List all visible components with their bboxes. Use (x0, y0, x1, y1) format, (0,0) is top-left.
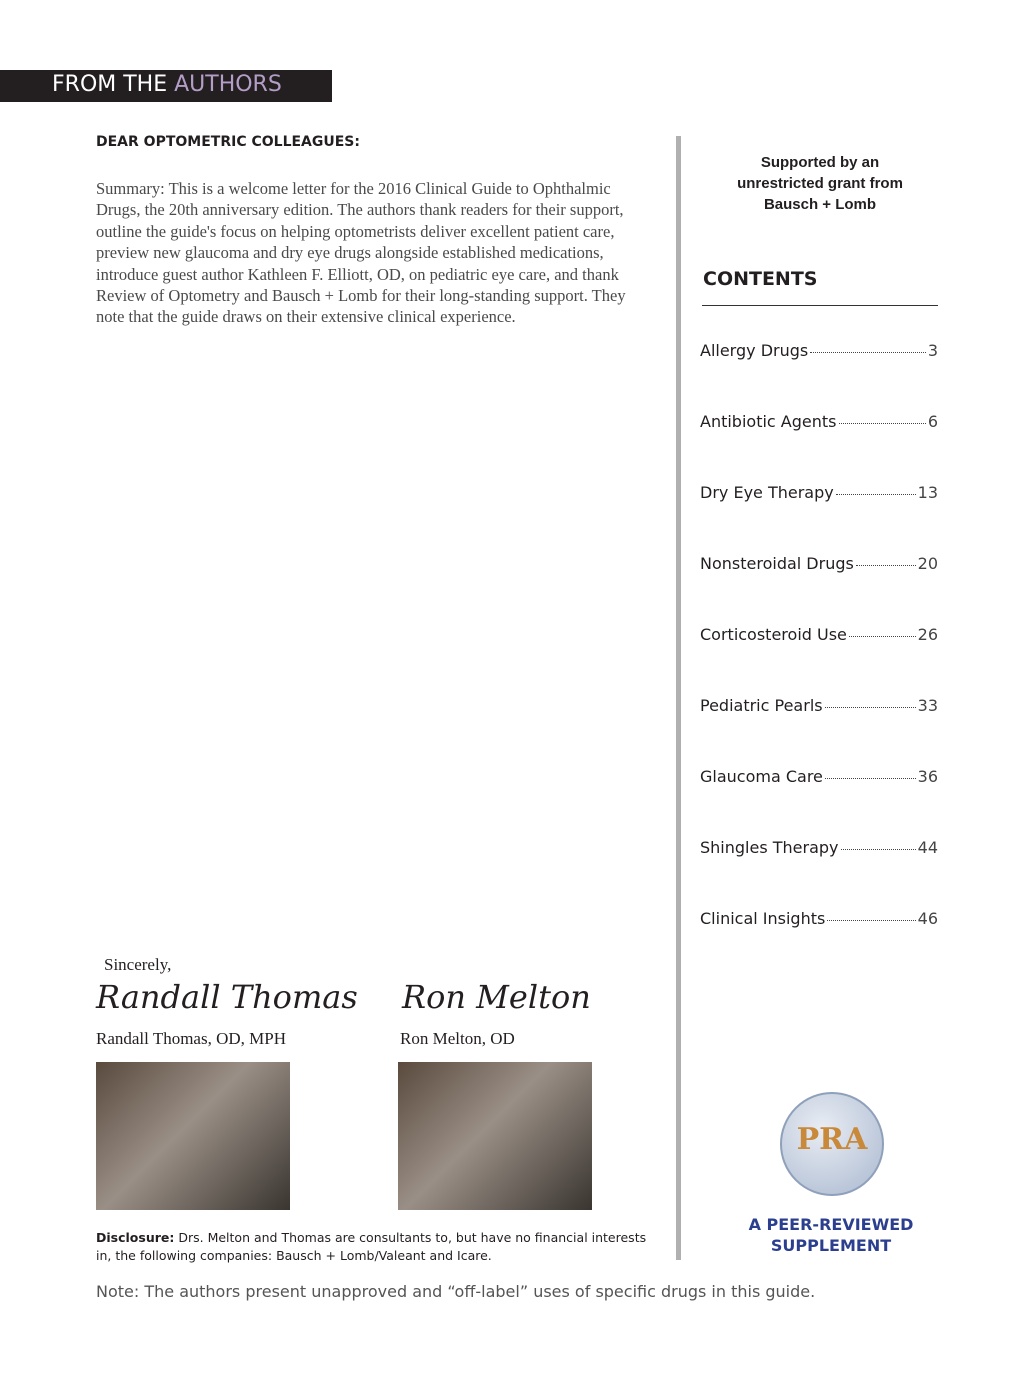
badge-letters: PRA (796, 1122, 868, 1157)
toc-leader (825, 707, 916, 708)
toc-page: 44 (917, 838, 938, 857)
vertical-divider (676, 136, 681, 1260)
toc-label: Pediatric Pearls (700, 696, 823, 715)
toc-label: Dry Eye Therapy (700, 483, 834, 502)
toc-item[interactable] (700, 554, 938, 573)
letter-summary: Summary: This is a welcome letter for the 2016 Clinical Guide to Ophthalmic Drugs, the 20th anniversary edition. The authors thank readers for their support, outline the guide's focus on helping optometrists deliver excellent patient care, preview new glaucoma and dry eye drugs alongside established medications, introduce guest author Kathleen F. Elliott, OD, on pediatric eye care, and thank Review of Optometry and Bausch + Lomb for their long-standing support. They note that the guide draws on their extensive clinical experience. (96, 179, 626, 327)
banner-title-part1: FROM THE (52, 72, 175, 97)
toc-page: 3 (927, 341, 938, 360)
toc-label: Shingles Therapy (700, 838, 839, 857)
toc-leader (841, 849, 916, 850)
toc-leader (849, 636, 916, 637)
toc-page: 13 (917, 483, 938, 502)
disclosure-text: Drs. Melton and Thomas are consultants to, but have no financial interests in, the following companies: Bausch + Lomb/Valeant and Icare. (96, 1230, 647, 1263)
toc-page: 20 (917, 554, 938, 573)
section-banner (0, 70, 332, 102)
toc-leader (825, 778, 916, 779)
toc-label: Antibiotic Agents (700, 412, 837, 431)
toc-label: Allergy Drugs (700, 341, 809, 360)
melton-signature: Ron Melton (402, 978, 591, 1016)
toc-page: 33 (917, 696, 938, 715)
banner-title-part2: AUTHORS (174, 72, 282, 97)
toc-label: Clinical Insights (700, 909, 826, 928)
toc-page: 36 (917, 767, 938, 786)
toc-page: 6 (927, 412, 938, 431)
support-line-3: Bausch + Lomb (763, 196, 877, 213)
contents-rule (702, 305, 938, 306)
salutation: DEAR OPTOMETRIC COLLEAGUES: (96, 134, 360, 150)
melton-name: Ron Melton, OD (400, 1029, 515, 1048)
toc-page: 26 (917, 625, 938, 644)
toc-item[interactable] (700, 767, 938, 786)
toc-label: Corticosteroid Use (700, 625, 847, 644)
toc-leader (856, 565, 916, 566)
toc-leader (836, 494, 916, 495)
toc-page: 46 (917, 909, 938, 928)
support-statement (704, 152, 936, 215)
toc-item[interactable] (700, 341, 938, 360)
closing: Sincerely, (104, 955, 172, 974)
support-line-1: Supported by an (760, 154, 880, 171)
peer-line-1: A PEER-REVIEWED (748, 1215, 914, 1234)
toc-leader (827, 920, 915, 921)
thomas-signature: Randall Thomas (96, 978, 358, 1016)
peer-reviewed-label (736, 1214, 926, 1256)
toc-label: Nonsteroidal Drugs (700, 554, 854, 573)
toc-leader (810, 352, 926, 353)
peer-reviewed-badge-icon (780, 1092, 884, 1196)
peer-line-2: SUPPLEMENT (770, 1236, 892, 1255)
toc-item[interactable] (700, 909, 938, 928)
disclosure (96, 1229, 656, 1265)
off-label-note: Note: The authors present unapproved and “off-label” uses of specific drugs in this guide. (96, 1282, 816, 1301)
melton-photo (398, 1062, 592, 1210)
toc-item[interactable] (700, 838, 938, 857)
toc-item[interactable] (700, 483, 938, 502)
toc-item[interactable] (700, 625, 938, 644)
support-line-2: unrestricted grant from (737, 175, 903, 192)
toc-label: Glaucoma Care (700, 767, 823, 786)
banner-title (52, 72, 282, 97)
toc-item[interactable] (700, 696, 938, 715)
disclosure-label: Disclosure: (96, 1230, 175, 1245)
toc-leader (839, 423, 926, 424)
contents-heading: CONTENTS (703, 268, 818, 290)
thomas-name: Randall Thomas, OD, MPH (96, 1029, 286, 1048)
thomas-photo (96, 1062, 290, 1210)
toc-item[interactable] (700, 412, 938, 431)
